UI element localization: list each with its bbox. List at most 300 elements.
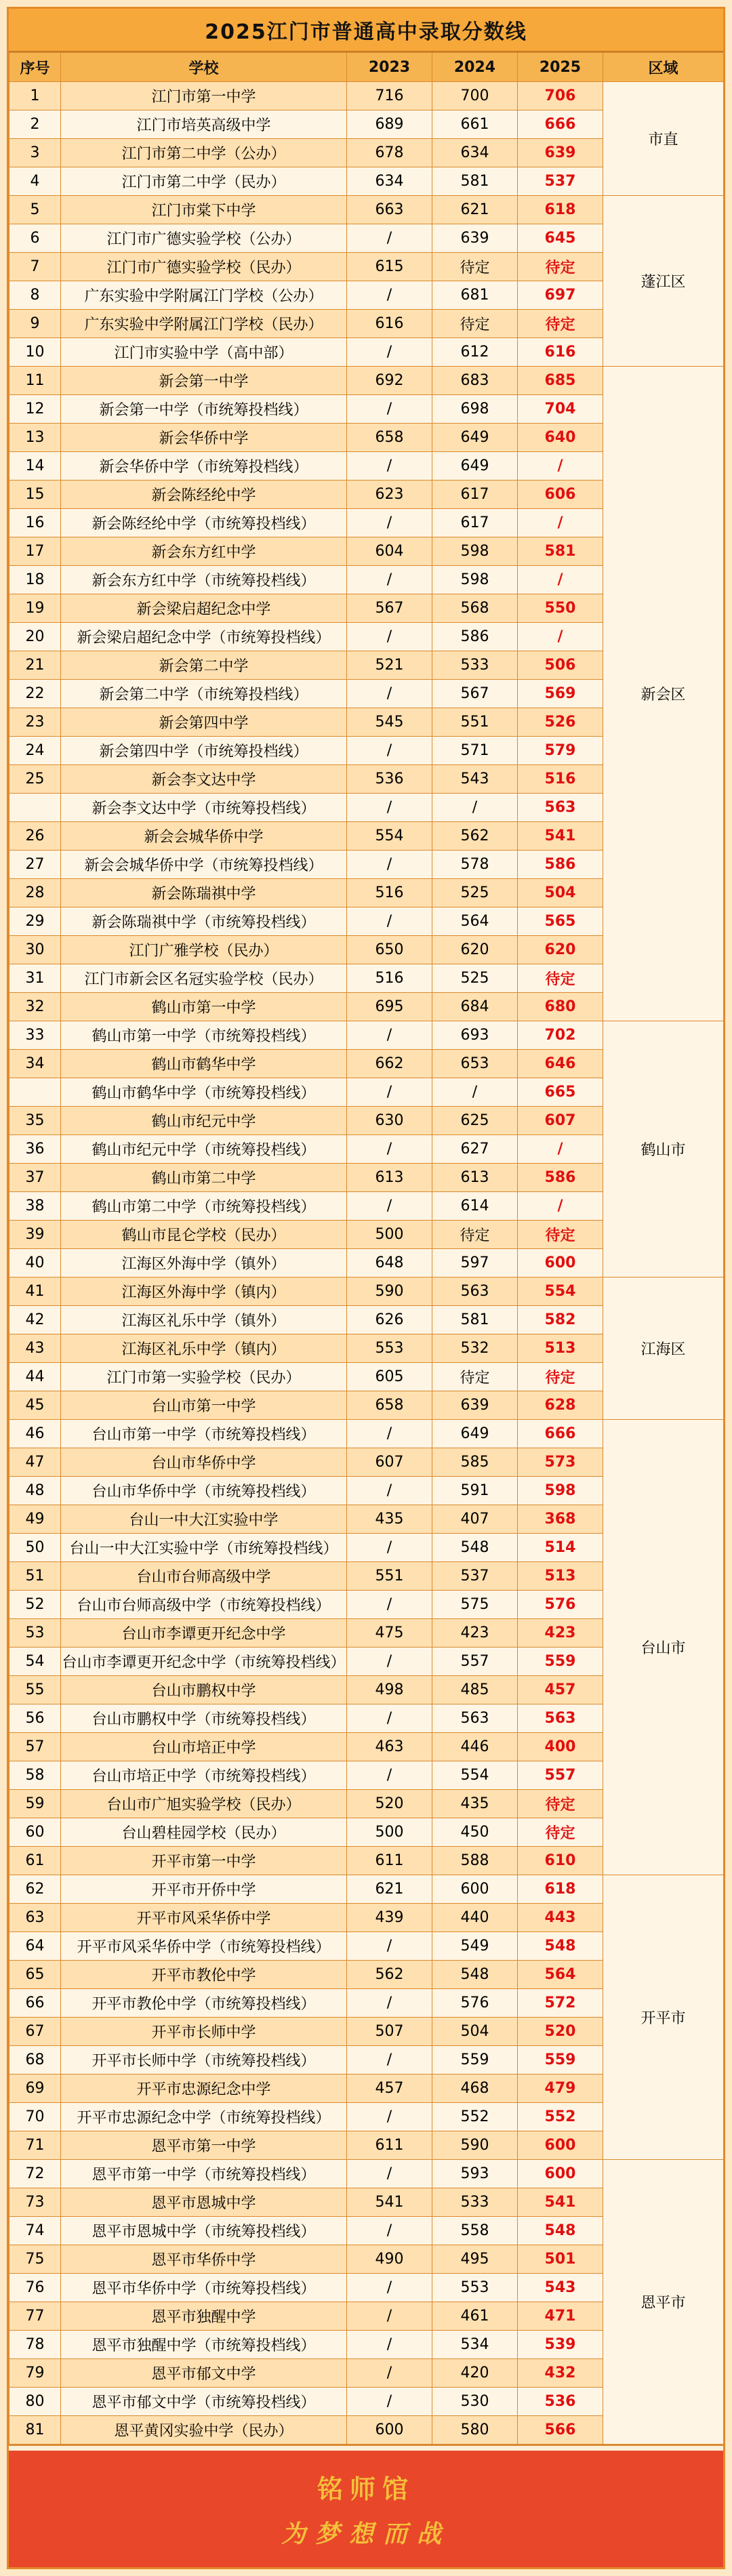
cell-no: 44 [9,1363,61,1391]
cell-2024: 598 [432,566,518,594]
cell-2024: 525 [432,879,518,907]
cell-no: 78 [9,2331,61,2359]
cell-school: 恩平市郁文中学（市统筹投档线） [61,2388,347,2416]
cell-no: 62 [9,1875,61,1904]
cell-2023: 507 [347,2018,432,2046]
cell-2025: 557 [518,1761,603,1790]
cell-2023: 634 [347,167,432,196]
cell-2023: 554 [347,822,432,851]
cell-2025: 639 [518,139,603,167]
cell-2023: 663 [347,196,432,224]
cell-2023: 615 [347,253,432,281]
cell-2024: 551 [432,708,518,737]
cell-2024: 554 [432,1761,518,1790]
cell-2024: 533 [432,651,518,680]
cell-2023: / [347,1135,432,1164]
cell-school: 台山市培正中学（市统筹投档线） [61,1761,347,1790]
cell-no: 63 [9,1904,61,1932]
cell-2025: 600 [518,2160,603,2188]
cell-no: 24 [9,737,61,765]
cell-school: 新会华侨中学（市统筹投档线） [61,452,347,481]
cell-2024: 563 [432,1704,518,1733]
cell-2025: 697 [518,281,603,310]
cell-no: 22 [9,680,61,708]
cell-2025: 504 [518,879,603,907]
cell-2024: 537 [432,1562,518,1591]
cell-no: 37 [9,1164,61,1192]
cell-2023: / [347,1021,432,1050]
cell-2023: 600 [347,2416,432,2445]
cell-no: 38 [9,1192,61,1221]
cell-school: 开平市忠源纪念中学 [61,2074,347,2103]
cell-no: 73 [9,2188,61,2217]
cell-school: 江海区礼乐中学（镇外） [61,1306,347,1334]
cell-no: 17 [9,537,61,566]
cell-2024: 593 [432,2160,518,2188]
cell-no: 60 [9,1818,61,1847]
cell-school: 新会东方红中学（市统筹投档线） [61,566,347,594]
cell-2025: 704 [518,395,603,424]
cell-2024: 495 [432,2245,518,2274]
cell-2023: / [347,2046,432,2074]
cell-school: 江海区外海中学（镇内） [61,1277,347,1306]
cell-school: 鹤山市昆仑学校（民办） [61,1221,347,1249]
cell-2024: 617 [432,509,518,537]
cell-2025: 563 [518,794,603,822]
cell-2023: / [347,395,432,424]
cell-2024: 468 [432,2074,518,2103]
cell-2025: 541 [518,2188,603,2217]
cell-2024: 649 [432,1420,518,1448]
cell-2023: 516 [347,964,432,993]
cell-2023: / [347,1932,432,1961]
cell-2025: 685 [518,367,603,395]
cell-school: 新会第二中学（市统筹投档线） [61,680,347,708]
cell-region: 蓬江区 [603,196,724,367]
cell-no: 69 [9,2074,61,2103]
cell-2025: / [518,509,603,537]
cell-2025: 579 [518,737,603,765]
cell-no: 12 [9,395,61,424]
cell-2023: / [347,1192,432,1221]
cell-2023: / [347,2359,432,2388]
cell-school: 江门市新会区名冠实验学校（民办） [61,964,347,993]
cell-2025: 586 [518,851,603,879]
cell-2025: 607 [518,1107,603,1135]
cell-no: 16 [9,509,61,537]
cell-school: 江门市广德实验学校（民办） [61,253,347,281]
cell-2023: 662 [347,1050,432,1078]
cell-2025: 606 [518,481,603,509]
cell-school: 鹤山市纪元中学 [61,1107,347,1135]
col-header-school: 学校 [61,53,347,82]
cell-no: 33 [9,1021,61,1050]
cell-region: 市直 [603,82,724,196]
cell-no: 72 [9,2160,61,2188]
cell-school: 开平市风采华侨中学 [61,1904,347,1932]
cell-2024: 423 [432,1619,518,1648]
cell-2025: 368 [518,1505,603,1534]
cell-2025: 563 [518,1704,603,1733]
cell-2023: / [347,737,432,765]
cell-no: 23 [9,708,61,737]
cell-region: 开平市 [603,1875,724,2160]
cell-no: 31 [9,964,61,993]
cell-2024: 617 [432,481,518,509]
cell-2024: 684 [432,993,518,1021]
cell-no: 15 [9,481,61,509]
cell-2025: 618 [518,196,603,224]
cell-school: 恩平市独醒中学 [61,2302,347,2331]
col-header-region: 区域 [603,53,724,82]
cell-no: 75 [9,2245,61,2274]
cell-2024: 568 [432,594,518,623]
cell-2023: 500 [347,1818,432,1847]
table-body [9,82,724,2445]
cell-2023: / [347,281,432,310]
cell-2023: / [347,1704,432,1733]
cell-school: 开平市长师中学（市统筹投档线） [61,2046,347,2074]
cell-2024: 504 [432,2018,518,2046]
cell-2024: 613 [432,1164,518,1192]
cell-school: 台山一中大江实验中学（市统筹投档线） [61,1534,347,1562]
cell-no: 65 [9,1961,61,1989]
cell-2023: 611 [347,1847,432,1875]
cell-school: 恩平黄冈实验中学（民办） [61,2416,347,2445]
cell-2023: 658 [347,1391,432,1420]
cell-2024: 634 [432,139,518,167]
cell-2025: 620 [518,936,603,964]
cell-school: 台山市培正中学 [61,1733,347,1761]
cell-2024: 639 [432,224,518,253]
cell-school: 台山市李谭更开纪念中学 [61,1619,347,1648]
cell-2025: 待定 [518,1818,603,1847]
cell-2025: 537 [518,167,603,196]
cell-2025: 581 [518,537,603,566]
cell-no: 26 [9,822,61,851]
cell-2023: 463 [347,1733,432,1761]
cell-school: 新会陈瑞祺中学（市统筹投档线） [61,907,347,936]
cell-school: 台山一中大江实验中学 [61,1505,347,1534]
cell-2024: 待定 [432,1363,518,1391]
cell-2024: 653 [432,1050,518,1078]
cell-2023: 604 [347,537,432,566]
cell-2023: 611 [347,2131,432,2160]
cell-2024: 548 [432,1961,518,1989]
cell-2024: 621 [432,196,518,224]
cell-2025: 610 [518,1847,603,1875]
cell-2025: / [518,1135,603,1164]
col-header-no: 序号 [9,53,61,82]
cell-no: 18 [9,566,61,594]
cell-no: 51 [9,1562,61,1591]
cell-2024: 557 [432,1648,518,1676]
cell-2023: 500 [347,1221,432,1249]
cell-2023: / [347,338,432,367]
cell-2025: 645 [518,224,603,253]
cell-2023: / [347,509,432,537]
cell-2024: 591 [432,1477,518,1505]
cell-2024: 581 [432,1306,518,1334]
cell-2024: 598 [432,537,518,566]
cell-2025: 600 [518,2131,603,2160]
cell-school: 江门市培英高级中学 [61,110,347,139]
cell-school: 台山市第一中学（市统筹投档线） [61,1420,347,1448]
cell-2023: / [347,1078,432,1107]
cell-2025: 516 [518,765,603,794]
cell-no: 53 [9,1619,61,1648]
cell-no: 27 [9,851,61,879]
cell-school: 台山市华侨中学 [61,1448,347,1477]
cell-2024: 578 [432,851,518,879]
cell-school: 新会第四中学（市统筹投档线） [61,737,347,765]
cell-2025: 待定 [518,253,603,281]
cell-2023: / [347,1420,432,1448]
cell-no: 36 [9,1135,61,1164]
cell-2025: 680 [518,993,603,1021]
cell-no: 61 [9,1847,61,1875]
cell-school: 台山市台师高级中学（市统筹投档线） [61,1591,347,1619]
cell-2023: / [347,566,432,594]
cell-2025: 616 [518,338,603,367]
cell-2023: 475 [347,1619,432,1648]
cell-2024: / [432,794,518,822]
cell-no: 19 [9,594,61,623]
cell-2025: 432 [518,2359,603,2388]
cell-2025: 待定 [518,310,603,338]
cell-2023: 536 [347,765,432,794]
cell-school: 开平市教伦中学 [61,1961,347,1989]
cell-2025: 400 [518,1733,603,1761]
cell-2023: 605 [347,1363,432,1391]
cell-2023: / [347,680,432,708]
cell-no: 74 [9,2217,61,2245]
cell-2023: / [347,907,432,936]
cell-school: 鹤山市第二中学（市统筹投档线） [61,1192,347,1221]
cell-school: 江门市第二中学（民办） [61,167,347,196]
cell-2025: 640 [518,424,603,452]
cell-school: 新会陈经纶中学 [61,481,347,509]
cell-2024: 564 [432,907,518,936]
cell-no: 9 [9,310,61,338]
cell-region: 鹤山市 [603,1021,724,1277]
cell-no: 3 [9,139,61,167]
cell-2024: 567 [432,680,518,708]
cell-2025: 665 [518,1078,603,1107]
cell-2025: 待定 [518,1221,603,1249]
cell-no: 46 [9,1420,61,1448]
cell-school: 新会梁启超纪念中学 [61,594,347,623]
cell-2023: 678 [347,139,432,167]
cell-school: 江门市广德实验学校（公办） [61,224,347,253]
cell-no: 48 [9,1477,61,1505]
cell-2024: 446 [432,1733,518,1761]
cell-no: 21 [9,651,61,680]
cell-2023: / [347,1648,432,1676]
cell-no: 39 [9,1221,61,1249]
cell-2024: 552 [432,2103,518,2131]
cell-2025: 543 [518,2274,603,2302]
cell-no: 64 [9,1932,61,1961]
cell-2025: 471 [518,2302,603,2331]
cell-2023: / [347,2302,432,2331]
cell-school: 江门市棠下中学 [61,196,347,224]
cell-no: 42 [9,1306,61,1334]
cell-2025: 待定 [518,964,603,993]
cell-2024: 683 [432,367,518,395]
cell-2024: 627 [432,1135,518,1164]
cell-2024: 420 [432,2359,518,2388]
cell-2023: 516 [347,879,432,907]
table-row [9,2160,724,2188]
cell-no: 59 [9,1790,61,1818]
cell-2023: / [347,1761,432,1790]
cell-school: 江海区外海中学（镇外） [61,1249,347,1277]
cell-school: 新会第一中学 [61,367,347,395]
cell-2025: 待定 [518,1790,603,1818]
cell-2025: / [518,1192,603,1221]
cell-2023: 553 [347,1334,432,1363]
cell-2024: 461 [432,2302,518,2331]
cell-no: 11 [9,367,61,395]
cell-2025: 666 [518,1420,603,1448]
cell-2023: / [347,224,432,253]
cell-no: 76 [9,2274,61,2302]
cell-2024: 530 [432,2388,518,2416]
cell-2025: 569 [518,680,603,708]
cell-school: 开平市第一中学 [61,1847,347,1875]
cell-2025: 479 [518,2074,603,2103]
cell-school: 鹤山市第一中学（市统筹投档线） [61,1021,347,1050]
cell-no: 71 [9,2131,61,2160]
cell-2024: 485 [432,1676,518,1704]
cell-2024: 549 [432,1932,518,1961]
cell-no: 2 [9,110,61,139]
cell-2025: 457 [518,1676,603,1704]
cell-no: 45 [9,1391,61,1420]
cell-no: 35 [9,1107,61,1135]
cell-2023: 648 [347,1249,432,1277]
cell-2025: 554 [518,1277,603,1306]
cell-2025: 565 [518,907,603,936]
cell-2023: 498 [347,1676,432,1704]
cell-2023: 658 [347,424,432,452]
table-row [9,1420,724,1448]
cell-no: 25 [9,765,61,794]
cell-school: 台山碧桂园学校（民办） [61,1818,347,1847]
cell-2023: 630 [347,1107,432,1135]
cell-2025: 536 [518,2388,603,2416]
col-header-2024: 2024 [432,53,518,82]
cell-no: 28 [9,879,61,907]
cell-2023: / [347,1534,432,1562]
cell-no: 20 [9,623,61,651]
cell-2024: 440 [432,1904,518,1932]
cell-2024: 待定 [432,253,518,281]
cell-no: 57 [9,1733,61,1761]
cell-school: 恩平市第一中学 [61,2131,347,2160]
cell-2023: 541 [347,2188,432,2217]
cell-no: 30 [9,936,61,964]
table-row [9,196,724,224]
cell-2023: 521 [347,651,432,680]
cell-region: 台山市 [603,1420,724,1875]
table-row [9,1021,724,1050]
cell-2025: 573 [518,1448,603,1477]
cell-2025: 564 [518,1961,603,1989]
cell-2023: / [347,623,432,651]
cell-school: 恩平市恩城中学（市统筹投档线） [61,2217,347,2245]
table-row [9,1277,724,1306]
cell-2025: 666 [518,110,603,139]
brand-slogan: 为梦想而战 [281,2520,451,2548]
cell-school: 台山市广旭实验学校（民办） [61,1790,347,1818]
cell-2024: 待定 [432,310,518,338]
cell-2024: 620 [432,936,518,964]
cell-2024: 681 [432,281,518,310]
cell-2025: 443 [518,1904,603,1932]
cell-school: 新会李文达中学（市统筹投档线） [61,794,347,822]
cell-school: 广东实验中学附属江门学校（民办） [61,310,347,338]
cell-no: 56 [9,1704,61,1733]
cell-no: 1 [9,82,61,110]
cell-2025: 598 [518,1477,603,1505]
cell-2025: 501 [518,2245,603,2274]
cell-2025: 572 [518,1989,603,2018]
cell-2024: 700 [432,82,518,110]
cell-no: 43 [9,1334,61,1363]
cell-2023: / [347,452,432,481]
cell-region: 恩平市 [603,2160,724,2445]
cell-2023: 650 [347,936,432,964]
table-row [9,367,724,395]
cell-school: 鹤山市第一中学 [61,993,347,1021]
cell-2024: 571 [432,737,518,765]
cell-2024: 612 [432,338,518,367]
cell-2024: 532 [432,1334,518,1363]
cell-no: 10 [9,338,61,367]
cell-school: 新会陈经纶中学（市统筹投档线） [61,509,347,537]
cell-no: 79 [9,2359,61,2388]
cell-2025: 513 [518,1334,603,1363]
cell-no: 81 [9,2416,61,2445]
cell-school: 台山市台师高级中学 [61,1562,347,1591]
cell-2023: 613 [347,1164,432,1192]
cell-school: 台山市鹏权中学 [61,1676,347,1704]
cell-2024: 590 [432,2131,518,2160]
cell-2025: / [518,566,603,594]
cell-2023: 435 [347,1505,432,1534]
cell-2025: 539 [518,2331,603,2359]
cell-school: 新会会城华侨中学（市统筹投档线） [61,851,347,879]
cell-school: 恩平市恩城中学 [61,2188,347,2217]
cell-2023: / [347,2388,432,2416]
cell-2024: 525 [432,964,518,993]
cell-2024: 待定 [432,1221,518,1249]
cell-school: 开平市教伦中学（市统筹投档线） [61,1989,347,2018]
cell-2024: 553 [432,2274,518,2302]
cell-no: 49 [9,1505,61,1534]
cell-2024: / [432,1078,518,1107]
cell-2025: 702 [518,1021,603,1050]
cell-2023: 545 [347,708,432,737]
cell-2025: 582 [518,1306,603,1334]
cell-no: 77 [9,2302,61,2331]
cell-2023: / [347,794,432,822]
cell-school: 恩平市华侨中学（市统筹投档线） [61,2274,347,2302]
cell-no: 29 [9,907,61,936]
cell-2025: 600 [518,1249,603,1277]
